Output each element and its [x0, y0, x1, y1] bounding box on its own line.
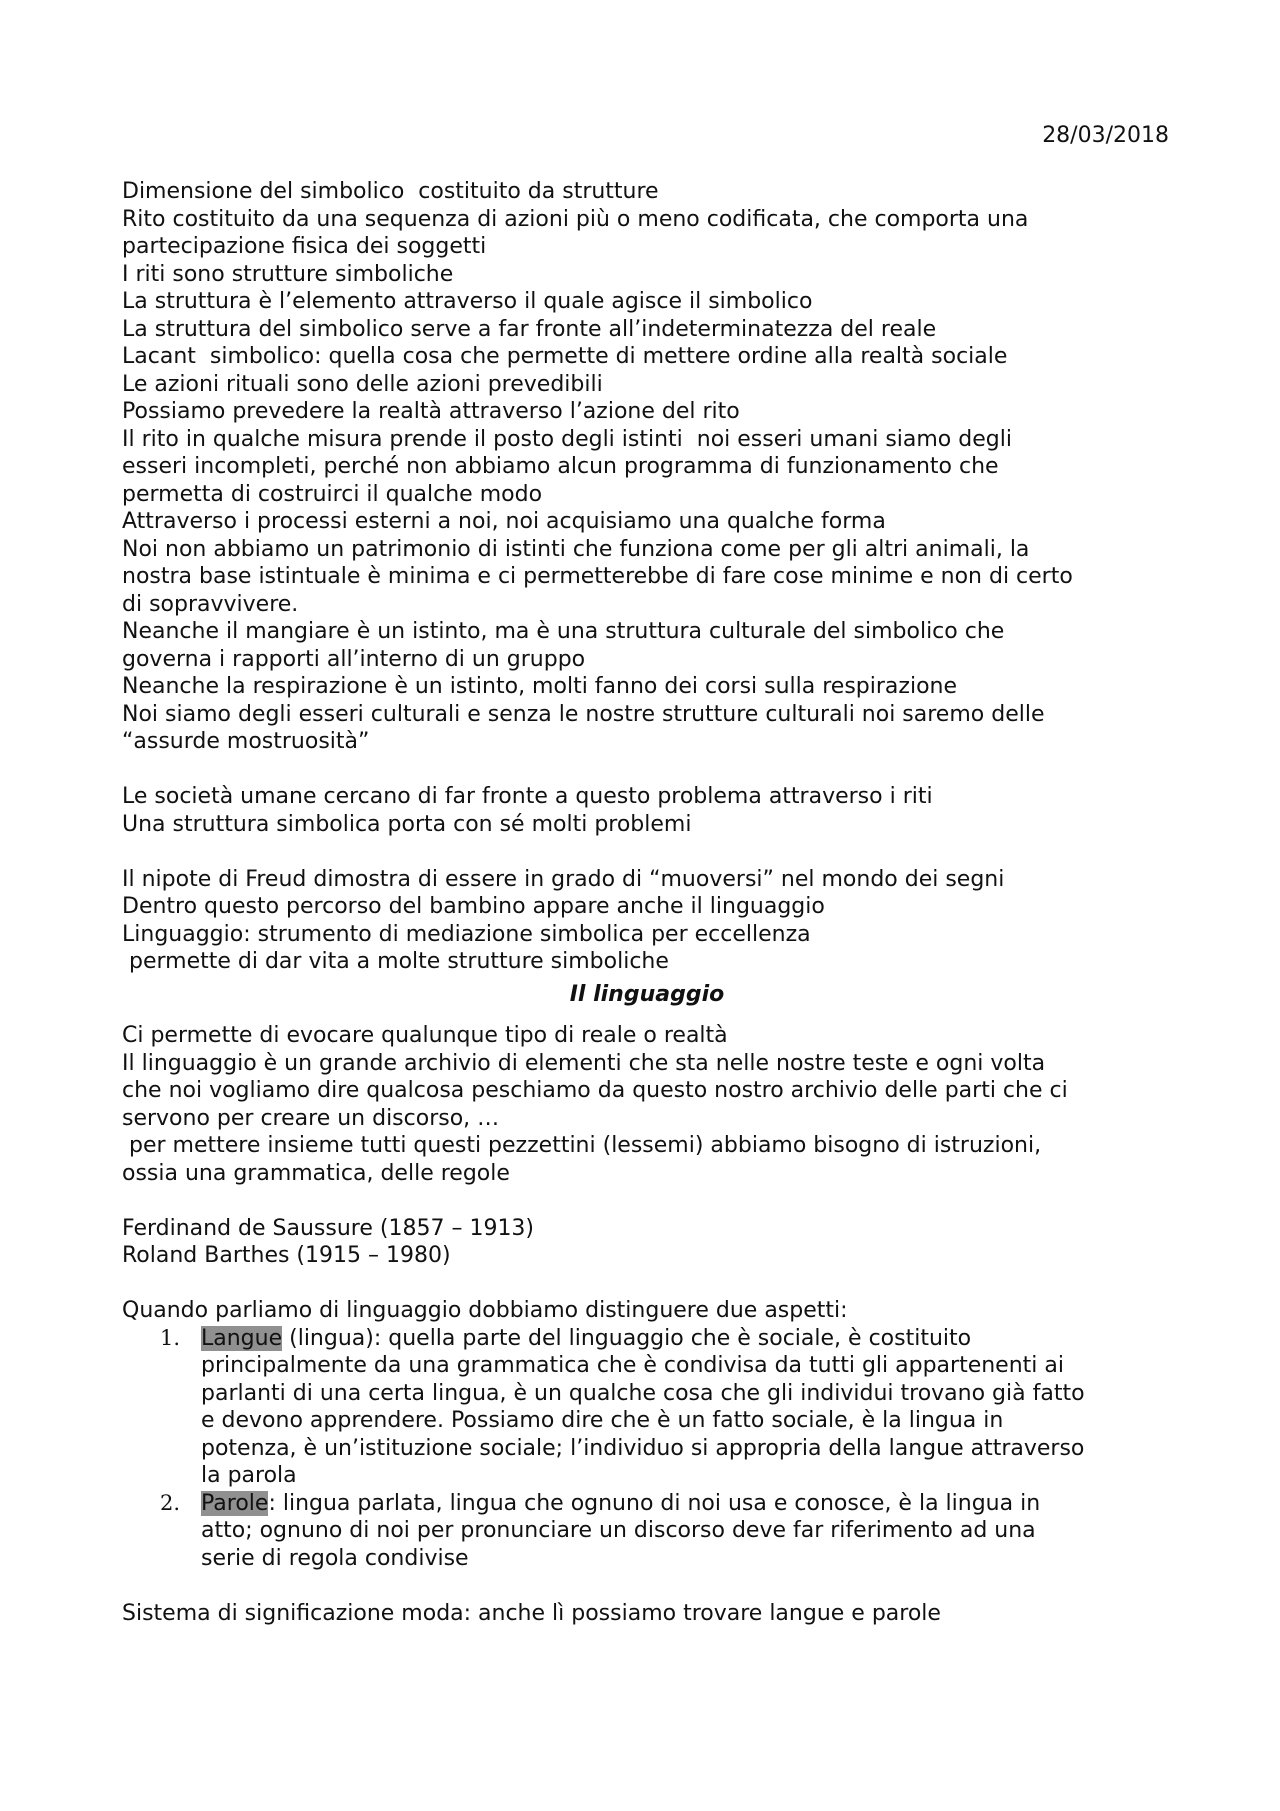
list-item-parole	[122, 1490, 1172, 1573]
paragraph-linguaggio	[122, 1022, 1172, 1187]
text-line: Rito costituito da una sequenza di azioni più o meno codificata, che comporta una	[122, 206, 1029, 232]
text-line: Lacant simbolico: quella cosa che permette di mettere ordine alla realtà sociale	[122, 344, 1008, 369]
text-line: Ci permette di evocare qualunque tipo di reale o realtà	[122, 1023, 728, 1048]
text-line: Il rito in qualche misura prende il posto degli istinti noi esseri umani siamo degli	[122, 426, 1012, 452]
text-line: La struttura è l’elemento attraverso il quale agisce il simbolico	[122, 289, 813, 314]
text-line: La struttura del simbolico serve a far fronte all’indeterminatezza del reale	[122, 316, 937, 342]
text-line: Le azioni rituali sono delle azioni prevedibili	[122, 371, 603, 397]
text-line: Neanche la respirazione è un istinto, molti fanno dei corsi sulla respirazione	[122, 674, 958, 699]
text-line: servono per creare un discorso, …	[122, 1105, 500, 1131]
text-line: Ferdinand de Saussure (1857 – 1913)	[122, 1215, 535, 1241]
text-line: governa i rapporti all’interno di un gruppo	[122, 646, 586, 672]
text-line: Possiamo prevedere la realtà attraverso l’azione del rito	[122, 399, 740, 424]
list-item-body	[201, 1517, 1172, 1572]
text-line: Una struttura simbolica porta con sé molti problemi	[122, 811, 692, 837]
text-line: Noi siamo degli esseri culturali e senza le nostre strutture culturali noi saremo delle	[122, 701, 1045, 727]
text-line: Noi non abbiamo un patrimonio di istinti che funziona come per gli altri animali, la	[122, 536, 1030, 562]
paragraph-simbolico	[122, 178, 1172, 756]
text-line: permette di dar vita a molte strutture simboliche	[122, 949, 669, 974]
text-line: principalmente da una grammatica che è condivisa da tutti gli appartenenti ai	[201, 1353, 1064, 1378]
text-line: Linguaggio: strumento di mediazione simbolica per eccellenza	[122, 921, 811, 947]
highlighted-term: Parole	[201, 1490, 269, 1516]
text-line: “assurde mostruosità”	[122, 729, 370, 754]
text-line: e devono apprendere. Possiamo dire che è un fatto sociale, è la lingua in	[201, 1408, 1004, 1433]
text-line: permetta di costruirci il qualche modo	[122, 481, 543, 507]
document-body	[122, 178, 1172, 1627]
text-line: Dentro questo percorso del bambino appare anche il linguaggio	[122, 894, 825, 919]
highlighted-term: Langue	[201, 1325, 283, 1351]
list-intro: Quando parliamo di linguaggio dobbiamo distinguere due aspetti:	[122, 1298, 848, 1323]
text-line: la parola	[201, 1463, 297, 1488]
text-line: I riti sono strutture simboliche	[122, 261, 454, 287]
text-line: per mettere insieme tutti questi pezzettini (lessemi) abbiamo bisogno di istruzioni,	[122, 1133, 1042, 1158]
text-line: Le società umane cercano di far fronte a questo problema attraverso i riti	[122, 784, 933, 809]
list-text: (lingua): quella parte del linguaggio che è sociale, è costituito	[282, 1325, 972, 1351]
text-line: serie di regola condivise	[201, 1545, 469, 1571]
section-heading: Il linguaggio	[569, 981, 725, 1007]
text-line: Dimensione del simbolico costituito da strutture	[122, 179, 659, 204]
list-number: 1.	[160, 1325, 181, 1350]
closing-line: Sistema di significazione moda: anche lì possiamo trovare langue e parole	[122, 1600, 941, 1626]
text-line: Roland Barthes (1915 – 1980)	[122, 1243, 451, 1268]
list-item-langue	[122, 1325, 1172, 1490]
list-item-body	[201, 1352, 1172, 1490]
text-line: Il linguaggio è un grande archivio di elementi che sta nelle nostre teste e ogni volta	[122, 1050, 1046, 1076]
document-date: 28/03/2018	[1042, 123, 1169, 148]
text-line: atto; ognuno di noi per pronunciare un discorso deve far riferimento ad una	[201, 1518, 1036, 1543]
text-line: esseri incompleti, perché non abbiamo alcun programma di funzionamento che	[122, 454, 999, 479]
text-line: partecipazione fisica dei soggetti	[122, 234, 487, 259]
text-line: potenza, è un’istituzione sociale; l’individuo si appropria della langue attraverso	[201, 1435, 1085, 1461]
text-line: ossia una grammatica, delle regole	[122, 1160, 510, 1186]
text-line: che noi vogliamo dire qualcosa peschiamo da questo nostro archivio delle parti che ci	[122, 1078, 1068, 1103]
list-number: 2.	[160, 1490, 181, 1515]
text-line: Attraverso i processi esterni a noi, noi acquisiamo una qualche forma	[122, 509, 886, 534]
paragraph-freud	[122, 866, 1172, 976]
text-line: di sopravvivere.	[122, 591, 299, 617]
text-line: parlanti di una certa lingua, è un qualche cosa che gli individui trovano già fatto	[201, 1380, 1085, 1406]
text-line: nostra base istintuale è minima e ci permetterebbe di fare cose minime e non di certo	[122, 564, 1073, 589]
text-line: Il nipote di Freud dimostra di essere in grado di “muoversi” nel mondo dei segni	[122, 866, 1005, 892]
text-line: Neanche il mangiare è un istinto, ma è una struttura culturale del simbolico che	[122, 619, 1005, 644]
paragraph-societa	[122, 783, 1172, 838]
numbered-list	[122, 1325, 1172, 1573]
list-text: : lingua parlata, lingua che ognuno di noi usa e conosce, è la lingua in	[268, 1490, 1041, 1516]
paragraph-authors	[122, 1215, 1172, 1270]
